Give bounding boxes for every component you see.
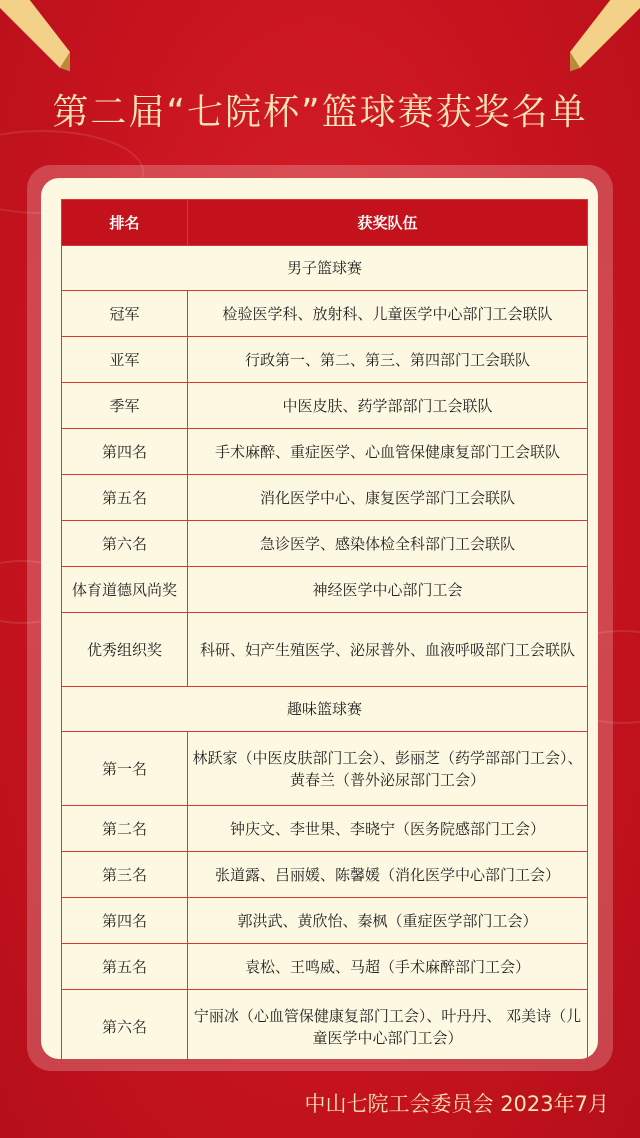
table-row [62,337,588,383]
ribbon-right-decoration-icon [570,0,640,80]
table-row [62,291,588,337]
section-row-mens [62,246,588,291]
table-row [62,475,588,521]
team-cell: 消化医学中心、康复医学部门工会联队 [188,475,588,521]
rank-cell: 第五名 [62,944,188,990]
table-row [62,521,588,567]
section-title: 趣味篮球赛 [62,687,588,732]
team-cell: 宁丽冰（心血管保健康复部门工会）、叶丹丹、 邓美诗（儿童医学中心部门工会） [188,990,588,1064]
header-team: 获奖队伍 [188,200,588,246]
team-cell: 张道露、吕丽媛、陈馨媛（消化医学中心部门工会） [188,852,588,898]
page-title: 第二届“七院杯”篮球赛获奖名单 [52,92,588,133]
rank-cell: 第六名 [62,990,188,1064]
table-header-row [62,200,588,246]
table-row [62,567,588,613]
rank-cell: 冠军 [62,291,188,337]
team-cell: 科研、妇产生殖医学、泌尿普外、血液呼吸部门工会联队 [188,613,588,687]
footer-signature: 中山七院工会委员会 2023年7月 [304,1092,609,1116]
table-row [62,852,588,898]
team-cell: 林跃家（中医皮肤部门工会）、彭丽芝（药学部部门工会）、黄春兰（普外泌尿部门工会） [188,732,588,806]
table-row [62,429,588,475]
table-row [62,613,588,687]
team-cell: 检验医学科、放射科、儿童医学中心部门工会联队 [188,291,588,337]
team-cell: 手术麻醉、重症医学、心血管保健康复部门工会联队 [188,429,588,475]
award-table [61,199,588,1064]
team-cell: 急诊医学、感染体检全科部门工会联队 [188,521,588,567]
rank-cell: 第二名 [62,806,188,852]
rank-cell: 第六名 [62,521,188,567]
rank-cell: 第四名 [62,429,188,475]
rank-cell: 第一名 [62,732,188,806]
section-row-fun [62,687,588,732]
rank-cell: 第四名 [62,898,188,944]
team-cell: 钟庆文、李世果、李晓宁（医务院感部门工会） [188,806,588,852]
team-cell: 行政第一、第二、第三、第四部门工会联队 [188,337,588,383]
table-row [62,990,588,1064]
ribbon-left-decoration-icon [0,0,70,80]
team-cell: 袁松、王鸣威、马超（手术麻醉部门工会） [188,944,588,990]
section-title: 男子篮球赛 [62,246,588,291]
rank-cell: 季军 [62,383,188,429]
team-cell: 中医皮肤、药学部部门工会联队 [188,383,588,429]
team-cell: 神经医学中心部门工会 [188,567,588,613]
rank-cell: 第五名 [62,475,188,521]
team-cell: 郭洪武、黄欣怡、秦枫（重症医学部门工会） [188,898,588,944]
table-row [62,944,588,990]
rank-cell: 亚军 [62,337,188,383]
rank-cell: 优秀组织奖 [62,613,188,687]
table-row [62,383,588,429]
table-row [62,806,588,852]
table-row [62,898,588,944]
table-row [62,732,588,806]
rank-cell: 第三名 [62,852,188,898]
rank-cell: 体育道德风尚奖 [62,567,188,613]
header-rank: 排名 [62,200,188,246]
